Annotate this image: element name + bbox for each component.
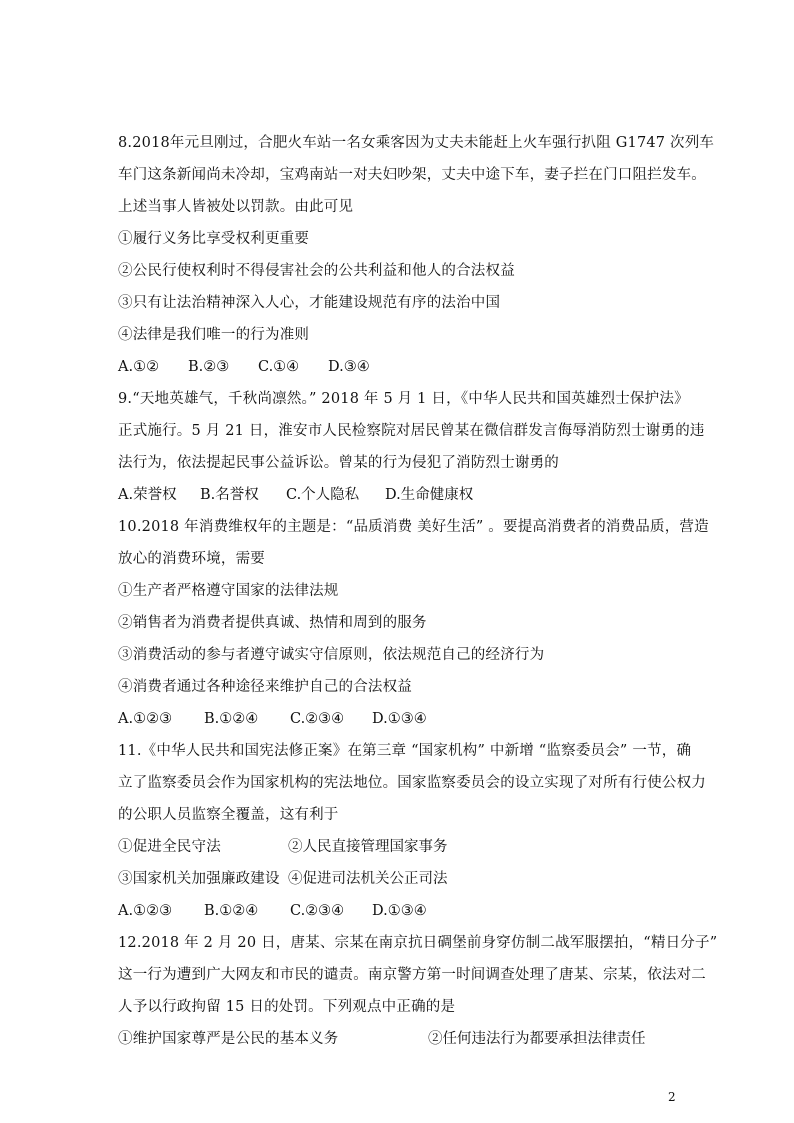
page-number: 2 xyxy=(668,1090,676,1104)
q11-line-2: 立了监察委员会作为国家机构的宪法地位。国家监察委员会的设立实现了对所有行使公权力 xyxy=(118,775,706,791)
q8-option-c: C.①④ xyxy=(258,359,300,375)
q10-option-a: A.①②③ xyxy=(118,711,173,727)
q11-option-a: A.①②③ xyxy=(118,903,173,919)
q8-line-2: 车门这条新闻尚未冷却，宝鸡南站一对夫妇吵架，丈夫中途下车，妻子拦在门口阻拦发车。 xyxy=(118,167,706,183)
q8-option-b: B.②③ xyxy=(188,359,230,375)
q10-option-c: C.②③④ xyxy=(290,711,345,727)
q10-option-b: B.①②④ xyxy=(204,711,259,727)
q11-option-b: B.①②④ xyxy=(204,903,259,919)
q9-option-c: C.个人隐私 xyxy=(286,487,360,503)
q8-line-3: 上述当事人皆被处以罚款。由此可见 xyxy=(118,199,354,215)
q10-item-3: ③消费活动的参与者遵守诚实守信原则，依法规范自己的经济行为 xyxy=(118,647,545,663)
q8-item-1: ①履行义务比享受权利更重要 xyxy=(118,231,310,247)
q8-item-4: ④法律是我们唯一的行为准则 xyxy=(118,327,310,343)
q12-item-2: ②任何违法行为都要承担法律责任 xyxy=(428,1031,646,1047)
q9-option-b: B.名誉权 xyxy=(200,487,259,503)
q9-line-3: 法行为，依法提起民事公益诉讼。曾某的行为侵犯了消防烈士谢勇的 xyxy=(118,455,559,471)
q9-line-1: 9.“天地英雄气，千秋尚凛然。” 2018 年 5 月 1 日，《中华人民共和国英雄烈士保护法》 xyxy=(118,391,689,407)
q10-line-2: 放心的消费环境，需要 xyxy=(118,551,265,567)
q10-item-4: ④消费者通过各种途径来维护自己的合法权益 xyxy=(118,679,412,695)
q11-option-c: C.②③④ xyxy=(290,903,345,919)
q8-line-1: 8.2018年元旦刚过，合肥火车站一名女乘客因为丈夫未能赶上火车强行扒阻 G1747 次列车 xyxy=(118,135,715,151)
q11-line-3: 的公职人员监察全覆盖，这有利于 xyxy=(118,807,339,823)
q11-line-1: 11.《中华人民共和国宪法修正案》在第三章 “国家机构” 中新增 “监察委员会” 一节，确 xyxy=(118,743,692,759)
q9-line-2: 正式施行。5 月 21 日，淮安市人民检察院对居民曾某在微信群发言侮辱消防烈士谢勇的违 xyxy=(118,423,705,439)
q10-item-2: ②销售者为消费者提供真诚、热情和周到的服务 xyxy=(118,615,427,631)
q12-line-2: 这一行为遭到广大网友和市民的谴责。南京警方第一时间调查处理了唐某、宗某，依法对二 xyxy=(118,967,706,983)
q10-item-1: ①生产者严格遵守国家的法律法规 xyxy=(118,583,339,599)
q10-option-d: D.①③④ xyxy=(372,711,427,727)
q9-option-d: D.生命健康权 xyxy=(385,487,474,503)
q11-item-4: ④促进司法机关公正司法 xyxy=(288,871,448,887)
q12-item-1: ①维护国家尊严是公民的基本义务 xyxy=(118,1031,339,1047)
q11-item-2: ②人民直接管理国家事务 xyxy=(288,839,448,855)
q10-line-1: 10.2018 年消费维权年的主题是：“品质消费 美好生活” 。要提高消费者的消费品质，营造 xyxy=(118,519,709,535)
q8-option-d: D.③④ xyxy=(328,359,370,375)
q11-item-1: ①促进全民守法 xyxy=(118,839,221,855)
q8-item-3: ③只有让法治精神深入人心，才能建设规范有序的法治中国 xyxy=(118,295,501,311)
q9-option-a: A.荣誉权 xyxy=(118,487,177,503)
q12-line-1: 12.2018 年 2 月 20 日，唐某、宗某在南京抗日碉堡前身穿仿制二战军服摆拍，“精日分子” xyxy=(118,935,718,951)
q8-item-2: ②公民行使权利时不得侵害社会的公共利益和他人的合法权益 xyxy=(118,263,515,279)
q11-option-d: D.①③④ xyxy=(372,903,427,919)
q11-item-3: ③国家机关加强廉政建设 xyxy=(118,871,280,887)
q12-line-3: 人予以行政拘留 15 日的处罚。下列观点中正确的是 xyxy=(118,999,456,1015)
q8-option-a: A.①② xyxy=(118,359,160,375)
